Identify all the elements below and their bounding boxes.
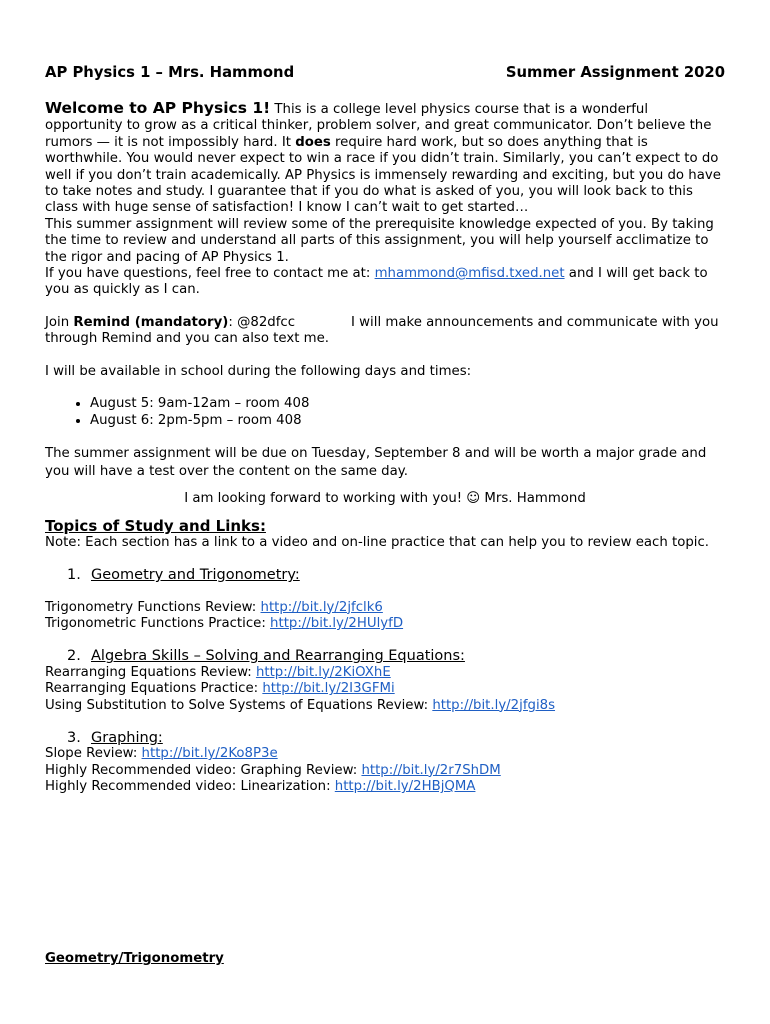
section-heading	[67, 730, 725, 746]
link-line	[45, 600, 725, 616]
section-heading	[67, 648, 725, 664]
link-label: Using Substitution to Solve Systems of Equations Review:	[45, 697, 433, 713]
welcome-heading: Welcome to AP Physics 1!	[45, 99, 271, 117]
link-line	[45, 616, 725, 632]
welcome-paragraph	[45, 100, 725, 217]
resource-link[interactable]: http://bit.ly/2HBjQMA	[334, 779, 476, 795]
link-label: Highly Recommended video: Linearization:	[45, 779, 335, 795]
remind-paragraph	[45, 315, 725, 348]
resource-link[interactable]: http://bit.ly/2jfgi8s	[432, 697, 556, 713]
link-line	[45, 746, 725, 762]
intro-text-continued: require hard work, but so does anything that is worthwhile. You would never expect to win a race if you didn’t train. Similarly, you can’t expect to do well if you don’t train academically. AP Physics is immensely rewarding and exciting, but you do have to take notes and study. I guarantee that if you do what is asked of you, you will look back to this class with huge sense of satisfaction! I know I can’t wait to get started…	[45, 134, 721, 216]
link-label: Trigonometric Functions Practice:	[45, 615, 271, 631]
list-item: • August 6: 2pm-5pm – room 408	[90, 413, 725, 429]
link-label: Rearranging Equations Practice:	[45, 681, 263, 697]
spacer	[45, 380, 725, 396]
resource-link[interactable]: http://bit.ly/2I3GFMi	[262, 681, 395, 697]
list-item: • August 5: 9am-12am – room 408	[90, 396, 725, 412]
does-emphasis: does	[295, 134, 331, 150]
spacer	[45, 429, 725, 445]
contact-prefix: If you have questions, feel free to contact me at:	[45, 266, 375, 282]
section-number: 2.	[67, 648, 81, 665]
link-line	[45, 665, 725, 681]
section-number: 3.	[67, 729, 81, 746]
topics-note: Note: Each section has a link to a video and on-line practice that can help you to review each topic.	[45, 534, 710, 550]
link-label: Rearranging Equations Review:	[45, 664, 256, 680]
link-label: Slope Review:	[45, 746, 142, 762]
section-heading	[67, 567, 725, 583]
section-number: 1.	[67, 567, 81, 584]
section-title: Geometry and Trigonometry:	[91, 567, 300, 584]
spacer	[45, 348, 725, 364]
resource-link[interactable]: http://bit.ly/2Ko8P3e	[141, 746, 278, 762]
document-header	[45, 64, 725, 81]
resource-link[interactable]: http://bit.ly/2KiOXhE	[255, 664, 391, 680]
spacer	[45, 299, 725, 315]
signoff: I am looking forward to working with you! ☺ Mrs. Hammond	[184, 490, 586, 506]
course-title: AP Physics 1 – Mrs. Hammond	[45, 64, 295, 81]
document-body	[45, 100, 725, 796]
availability-intro: I will be available in school during the following days and times:	[45, 363, 472, 379]
remind-mandatory: Remind (mandatory)	[73, 314, 229, 330]
remind-prefix: Join	[45, 314, 74, 330]
email-link[interactable]: mhammond@mfisd.txed.net	[374, 266, 565, 282]
contact-paragraph	[45, 266, 725, 299]
link-line	[45, 698, 725, 714]
intro-text: This is a college level physics course that is a wonderful opportunity to grow as a critical thinker, problem solver, and great communicator. Don’t believe the rumors — it is not impossibly hard. It	[45, 102, 712, 150]
link-line	[45, 681, 725, 697]
topics-heading: Topics of Study and Links:	[45, 517, 266, 536]
contact-suffix: and I will get back to you as quickly as I can.	[45, 266, 708, 298]
assignment-title: Summer Assignment 2020	[505, 64, 725, 81]
link-line	[45, 779, 725, 795]
review-paragraph: This summer assignment will review some of the prerequisite knowledge expected of you. By taking the time to review and understand all parts of this assignment, you will help yourself acclimatize to the rigor and pacing of AP Physics 1.	[45, 216, 714, 265]
resource-link[interactable]: http://bit.ly/2jfclk6	[260, 599, 383, 615]
remind-code: : @82dfcc	[228, 314, 296, 330]
link-line	[45, 763, 725, 779]
link-label: Highly Recommended video: Graphing Review:	[45, 762, 362, 778]
link-label: Trigonometry Functions Review:	[45, 599, 261, 615]
resource-link[interactable]: http://bit.ly/2HUlyfD	[270, 615, 404, 631]
due-paragraph: The summer assignment will be due on Tuesday, September 8 and will be worth a major grade and you will have a test over the content on the same day.	[45, 445, 707, 479]
section-title: Graphing:	[91, 729, 163, 746]
remind-description: I will make announcements and communicate with you through Remind and you can also text me.	[45, 314, 719, 347]
section-title: Algebra Skills – Solving and Rearranging Equations:	[91, 648, 465, 665]
availability-list	[45, 396, 725, 429]
geometry-heading: Geometry/Trigonometry	[45, 951, 224, 966]
resource-link[interactable]: http://bit.ly/2r7ShDM	[361, 762, 501, 778]
